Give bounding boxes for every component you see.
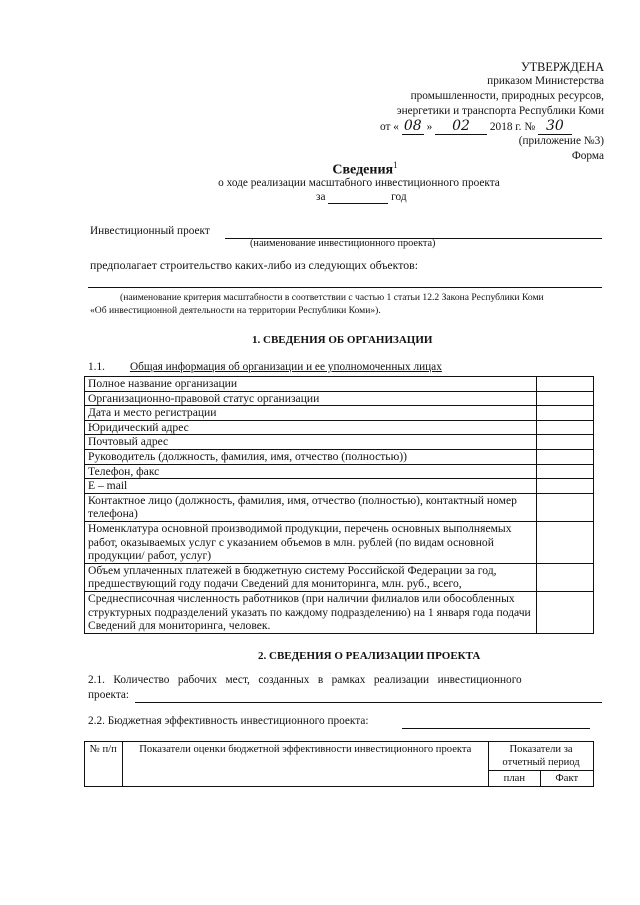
item-2-1-line-1: 2.1. Количество рабочих мест, созданных в рамках реализации инвестиционного: [88, 674, 522, 686]
budget-efficiency-table: [84, 741, 594, 787]
criterion-caption-2: «Об инвестиционной деятельности на территории Республики Коми»).: [90, 305, 381, 316]
row-label: Организационно-правовой статус организации: [85, 391, 537, 406]
row-label: E – mail: [85, 479, 537, 494]
approval-appendix: (приложение №3): [518, 135, 604, 147]
row-label: Почтовый адрес: [85, 435, 537, 450]
col-period-header: Показатели за отчетный период: [489, 742, 594, 771]
row-value-cell[interactable]: [537, 391, 594, 406]
row-label: Юридический адрес: [85, 420, 537, 435]
row-label: Номенклатура основной производимой продукции, перечень основных выполняемых работ, оказываемых услуг с указанием объемов в млн. рублей (по видам основной продукции/ работ, услуг): [85, 521, 537, 563]
subsection-1-1-number: 1.1.: [88, 361, 105, 373]
date-number: 30: [538, 118, 572, 135]
table-row: [85, 479, 594, 494]
budget-efficiency-field[interactable]: [402, 728, 590, 729]
date-year: 2018 г. №: [489, 121, 536, 133]
row-label: Полное название организации: [85, 377, 537, 392]
report-period: [316, 191, 407, 204]
table-row: [85, 391, 594, 406]
col-plan-header: план: [489, 771, 540, 787]
period-year-field[interactable]: [328, 191, 388, 204]
section-2-title: 2. СВЕДЕНИЯ О РЕАЛИЗАЦИИ ПРОЕКТА: [258, 650, 481, 662]
row-label: Руководитель (должность, фамилия, имя, отчество (полностью)): [85, 449, 537, 464]
row-label: Дата и место регистрации: [85, 406, 537, 421]
row-value-cell[interactable]: [537, 521, 594, 563]
row-value-cell[interactable]: [537, 591, 594, 633]
table-row: [85, 435, 594, 450]
document-title-text: Сведения: [332, 162, 394, 178]
row-value-cell[interactable]: [537, 464, 594, 479]
approval-line-3: энергетики и транспорта Республики Коми: [396, 105, 604, 117]
row-label: Объем уплаченных платежей в бюджетную систему Российской Федерации за год, предшествующий году подачи Сведений для мониторинга, млн. руб., всего,: [85, 563, 537, 591]
date-month: 02: [435, 118, 487, 135]
row-value-cell[interactable]: [537, 493, 594, 521]
document-title-footnote: 1: [393, 160, 398, 170]
table-row: [85, 464, 594, 479]
col-fact-header: Факт: [540, 771, 593, 787]
row-value-cell[interactable]: [537, 406, 594, 421]
row-value-cell[interactable]: [537, 563, 594, 591]
document-title: [0, 160, 640, 179]
jobs-count-field[interactable]: [135, 702, 602, 703]
table-row: [85, 377, 594, 392]
criterion-field[interactable]: [88, 287, 602, 288]
project-caption: (наименование инвестиционного проекта): [250, 238, 436, 249]
row-value-cell[interactable]: [537, 420, 594, 435]
table-row: [85, 449, 594, 464]
table-row: [85, 420, 594, 435]
date-prefix: от «: [380, 121, 399, 133]
approval-line-1: приказом Министерства: [487, 75, 604, 87]
period-prefix: за: [316, 191, 326, 203]
approval-title: УТВЕРЖДЕНА: [520, 60, 604, 74]
approval-line-2: промышленности, природных ресурсов,: [410, 90, 604, 102]
row-label: Телефон, факс: [85, 464, 537, 479]
item-2-2: 2.2. Бюджетная эффективность инвестиционного проекта:: [88, 715, 369, 727]
table-row: [85, 563, 594, 591]
col-num-header: № п/п: [85, 742, 123, 787]
criterion-caption-1: (наименование критерия масштабности в соответствии с частью 1 статьи 12.2 Закона Республики Коми: [120, 292, 544, 303]
row-label: Среднесписочная численность работников (при наличии филиалов или обособленных структурных подразделений указать по каждому подразделению) на 1 января года подачи Сведений для мониторинга, человек.: [85, 591, 537, 633]
col-indicators-header: Показатели оценки бюджетной эффективности инвестиционного проекта: [122, 742, 489, 787]
project-label: Инвестиционный проект: [90, 225, 210, 237]
row-value-cell[interactable]: [537, 479, 594, 494]
row-value-cell[interactable]: [537, 435, 594, 450]
date-day: 08: [402, 118, 424, 135]
document-subtitle: о ходе реализации масштабного инвестиционного проекта: [218, 177, 500, 189]
approval-form: Форма: [571, 150, 604, 162]
row-label: Контактное лицо (должность, фамилия, имя, отчество (полностью), контактный номер телефона): [85, 493, 537, 521]
row-value-cell[interactable]: [537, 449, 594, 464]
date-mid: »: [426, 121, 433, 133]
period-suffix: год: [391, 191, 407, 203]
row-value-cell[interactable]: [537, 377, 594, 392]
table-header-row: [85, 742, 594, 771]
approval-date-line: [380, 118, 572, 135]
table-row: [85, 406, 594, 421]
table-row: [85, 521, 594, 563]
table-row: [85, 493, 594, 521]
table-row: [85, 591, 594, 633]
section-1-title: 1. СВЕДЕНИЯ ОБ ОРГАНИЗАЦИИ: [252, 334, 433, 346]
item-2-1-line-2: проекта:: [88, 689, 130, 701]
objects-text: предполагает строительство каких-либо из следующих объектов:: [90, 258, 418, 272]
subsection-1-1-title: Общая информация об организации и ее уполномоченных лицах: [130, 361, 442, 373]
organization-info-table: [84, 376, 594, 634]
